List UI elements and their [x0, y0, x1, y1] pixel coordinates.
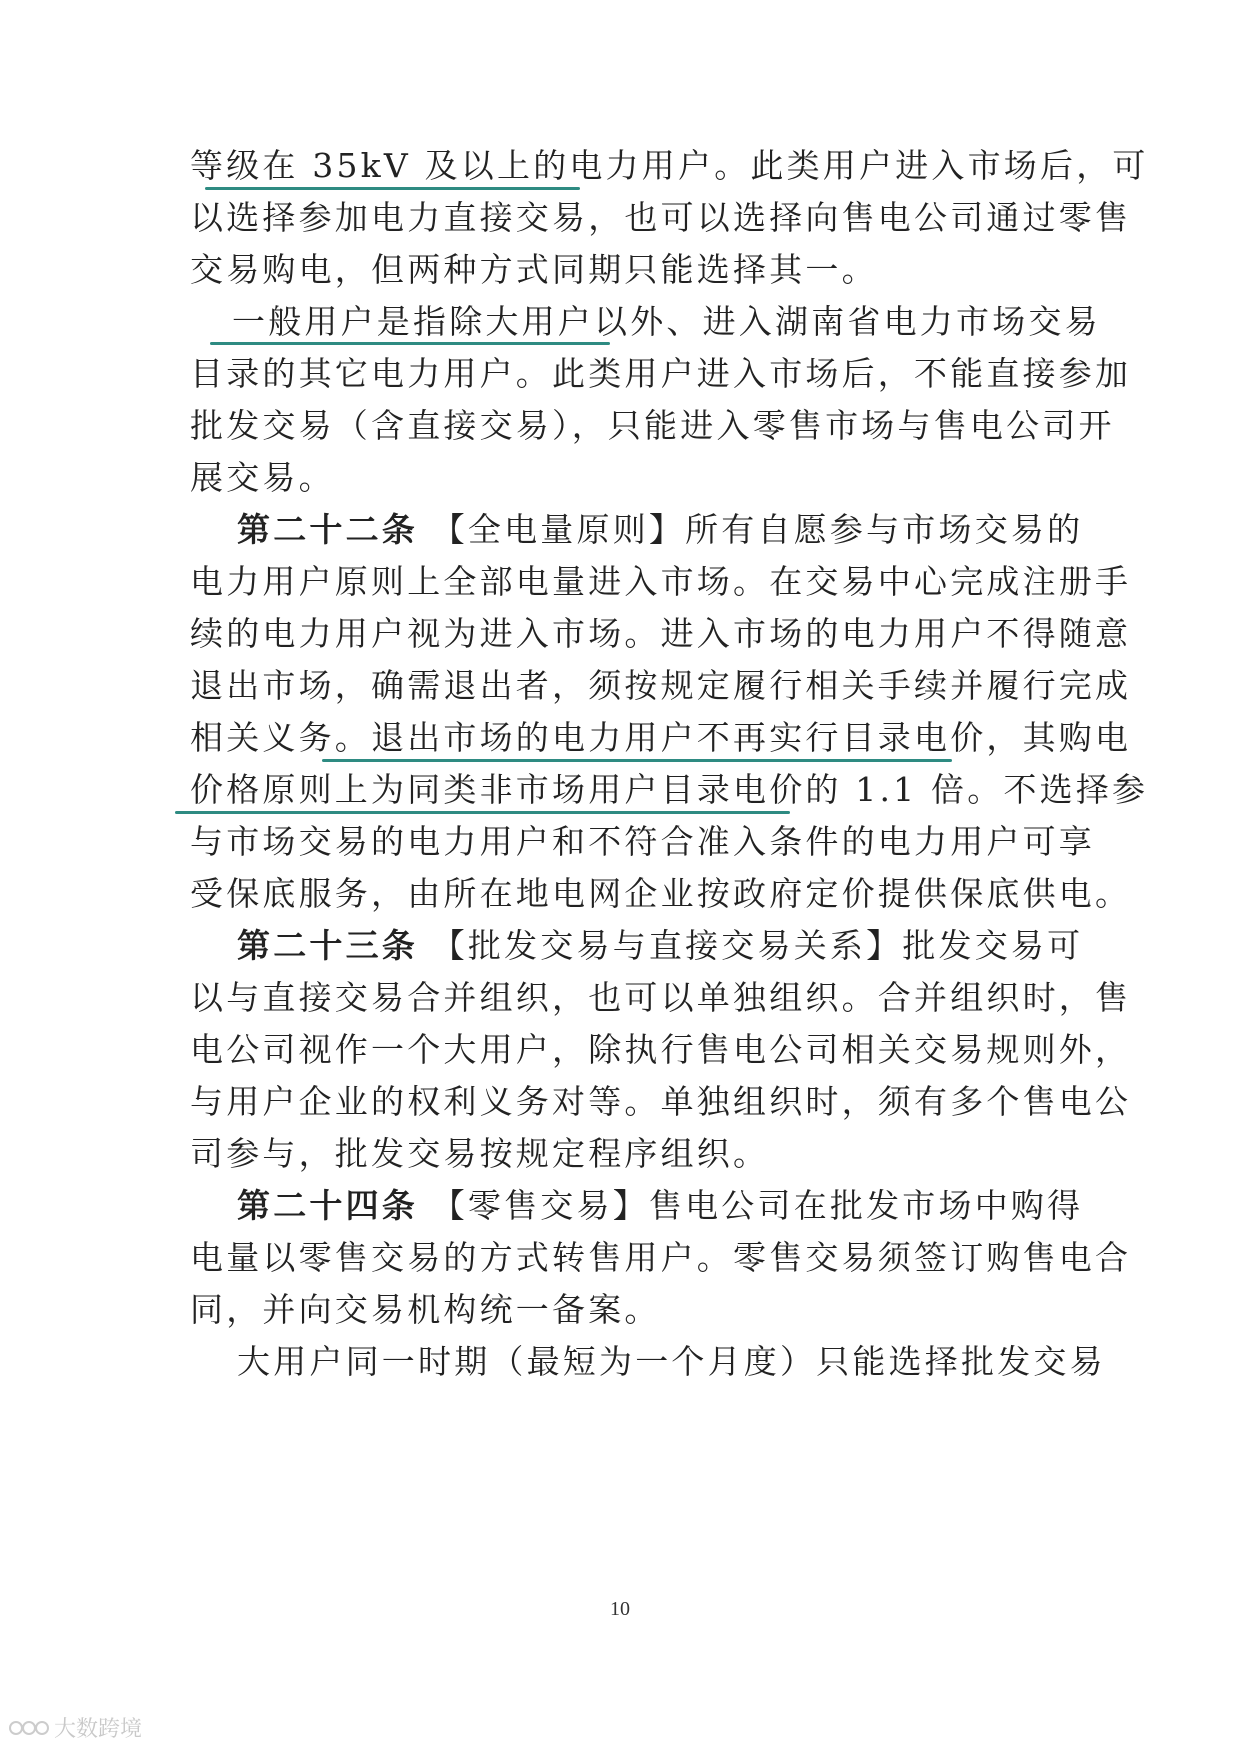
article24-line-1: 电量以零售交易的方式转售用户。零售交易须签订购售电合 [190, 1238, 1132, 1277]
article23-title: 第二十三条 [237, 926, 418, 965]
watermark [8, 1712, 142, 1743]
text-line-3: 交易购电，但两种方式同期只能选择其一。 [190, 250, 878, 289]
article23-line-4: 司参与，批发交易按规定程序组织。 [190, 1134, 770, 1173]
article23-heading-line [237, 924, 1084, 968]
article23-line-1: 以与直接交易合并组织，也可以单独组织。合并组织时，售 [190, 978, 1132, 1017]
article22-line-7: 受保底服务，由所在地电网企业按政府定价提供保底供电。 [190, 874, 1132, 913]
article24-title: 第二十四条 [237, 1186, 418, 1225]
article24-first-rest: 售电公司在批发市场中购得 [648, 1186, 1084, 1225]
article22-line-5: 价格原则上为同类非市场用户目录电价的 1.1 倍。不选择参 [190, 770, 1149, 809]
article22-line-6: 与市场交易的电力用户和不符合准入条件的电力用户可享 [190, 822, 1095, 861]
watermark-text: 大数跨境 [54, 1717, 143, 1742]
text-line-7: 展交易。 [190, 458, 335, 497]
article22-title: 第二十二条 [237, 510, 418, 549]
text-line-5: 目录的其它电力用户。此类用户进入市场后，不能直接参加 [190, 354, 1132, 393]
text-line-4: 一般用户是指除大用户以外、进入湖南省电力市场交易 [232, 302, 1101, 341]
article23-tag: 【批发交易与直接交易关系】 [431, 926, 903, 965]
article22-line-1: 电力用户原则上全部电量进入市场。在交易中心完成注册手 [190, 562, 1132, 601]
text-line-6: 批发交易（含直接交易），只能进入零售市场与售电公司开 [190, 406, 1115, 445]
text-line-2: 以选择参加电力直接交易，也可以选择向售电公司通过零售 [190, 198, 1132, 237]
article22-heading-line [237, 508, 1084, 552]
article24-tag: 【零售交易】 [431, 1186, 649, 1225]
article24-heading-line [237, 1184, 1084, 1228]
highlight-underline-4 [175, 811, 790, 814]
dashuo-logo-icon [8, 1714, 50, 1742]
page-number: 10 [610, 1598, 630, 1620]
article22-line-4: 相关义务。退出市场的电力用户不再实行目录电价，其购电 [190, 718, 1132, 757]
last-text-line: 大用户同一时期（最短为一个月度）只能选择批发交易 [237, 1342, 1106, 1381]
text-line-1: 等级在 35kV 及以上的电力用户。此类用户进入市场后，可 [190, 146, 1149, 185]
article22-line-3: 退出市场，确需退出者，须按规定履行相关手续并履行完成 [190, 666, 1132, 705]
article23-line-2: 电公司视作一个大用户，除执行售电公司相关交易规则外， [190, 1030, 1132, 1069]
article23-line-3: 与用户企业的权利义务对等。单独组织时，须有多个售电公 [190, 1082, 1132, 1121]
highlight-underline-3 [322, 759, 952, 762]
article22-line-2: 续的电力用户视为进入市场。进入市场的电力用户不得随意 [190, 614, 1132, 653]
article24-line-2: 同，并向交易机构统一备案。 [190, 1290, 661, 1329]
article22-first-rest: 所有自愿参与市场交易的 [685, 510, 1084, 549]
highlight-underline-1 [205, 187, 580, 190]
article22-tag: 【全电量原则】 [431, 510, 686, 549]
article23-first-rest: 批发交易可 [902, 926, 1084, 965]
highlight-underline-2 [210, 342, 610, 345]
